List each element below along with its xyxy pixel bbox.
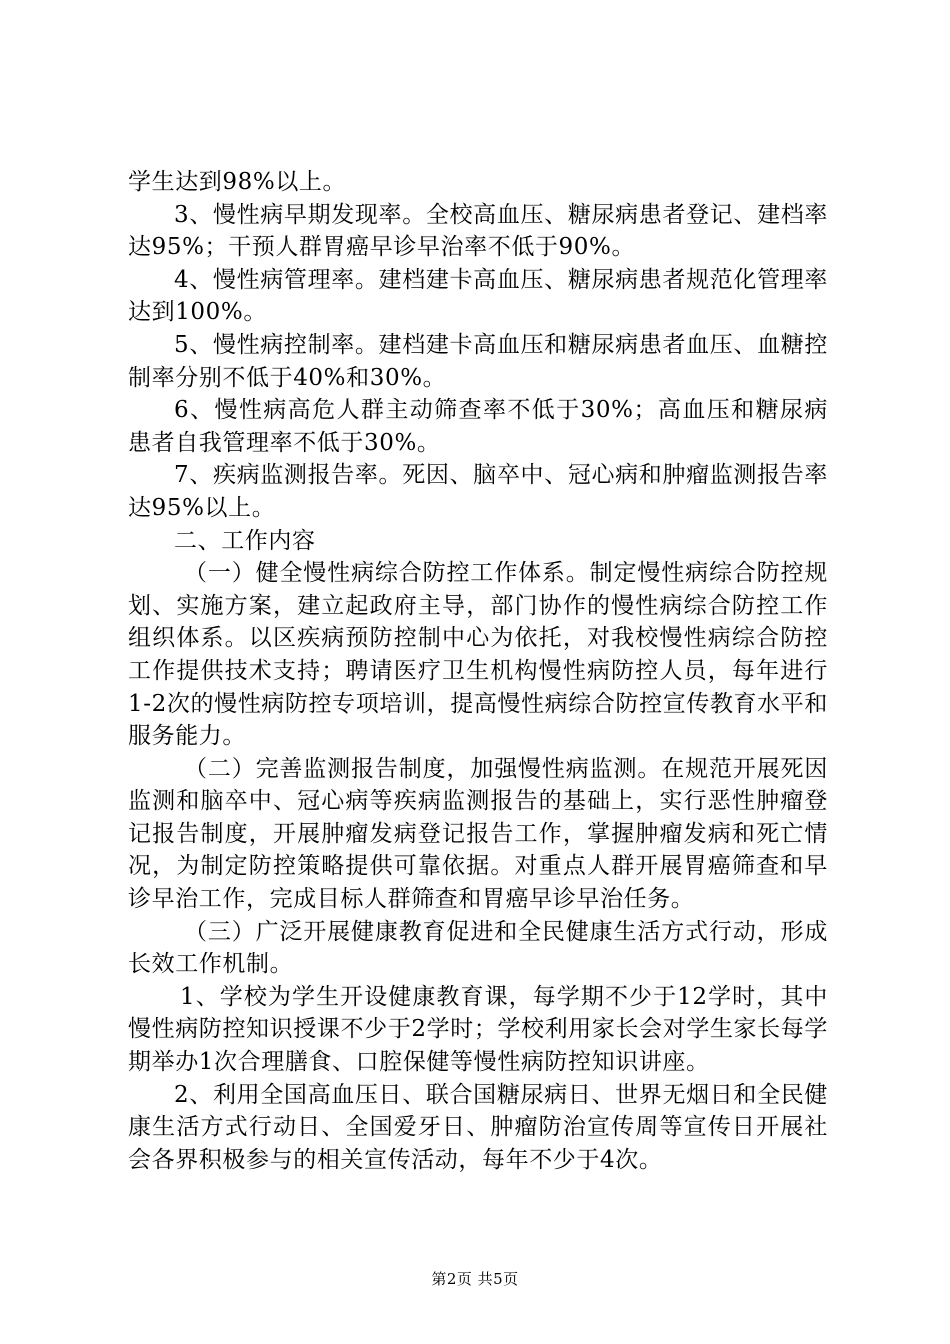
page-footer: 第2页 共5页: [431, 1270, 519, 1288]
paragraph-section-3: （三）广泛开展健康教育促进和全民健康生活方式行动，形成长效工作机制。: [128, 918, 828, 978]
paragraph-item-4: 4、慢性病管理率。建档建卡高血压、糖尿病患者规范化管理率达到100%。: [128, 266, 828, 326]
paragraph-item-7: 7、疾病监测报告率。死因、脑卒中、冠心病和肿瘤监测报告率达95%以上。: [128, 462, 828, 521]
document-body: [128, 166, 828, 1176]
paragraph-item-5: 5、慢性病控制率。建档建卡高血压和糖尿病患者血压、血糖控制率分别不低于40%和30%。: [128, 331, 828, 391]
paragraph-section-2: （二）完善监测报告制度，加强慢性病监测。在规范开展死因监测和脑卒中、冠心病等疾病监测报告的基础上，实行恶性肿瘤登记报告制度，开展肿瘤发病登记报告工作，掌握肿瘤发病和死亡情况，为制定防控策略提供可靠依据。对重点人群开展胃癌筛查和早诊早治工作，完成目标人群筛查和胃癌早诊早治任务。: [128, 755, 828, 913]
paragraph-subitem-1: 1、学校为学生开设健康教育课，每学期不少于12学时，其中慢性病防控知识授课不少于2学时；学校利用家长会对学生家长每学期举办1次合理膳食、口腔保健等慢性病防控知识讲座。: [128, 983, 828, 1076]
paragraph-item-6: 6、慢性病高危人群主动筛查率不低于30%；高血压和糖尿病患者自我管理率不低于30%。: [128, 397, 828, 456]
paragraph-subitem-2: 2、利用全国高血压日、联合国糖尿病日、世界无烟日和全民健康生活方式行动日、全国爱牙日、肿瘤防治宣传周等宣传日开展社会各界积极参与的相关宣传活动，每年不少于4次。: [128, 1081, 828, 1173]
paragraph-section-1: （一）健全慢性病综合防控工作体系。制定慢性病综合防控规划、实施方案，建立起政府主导，部门协作的慢性病综合防控工作组织体系。以区疾病预防控制中心为依托，对我校慢性病综合防控工作提供技术支持；聘请医疗卫生机构慢性病防控人员，每年进行1-2次的慢性病防控专项培训，提高慢性病综合防控宣传教育水平和服务能力。: [128, 560, 828, 750]
paragraph-item-3: 3、慢性病早期发现率。全校高血压、糖尿病患者登记、建档率达95%；干预人群胃癌早诊早治率不低于90%。: [128, 201, 828, 261]
paragraph-continuation: 学生达到98%以上。: [128, 169, 347, 195]
section-heading-work-content: 二、工作内容: [174, 527, 316, 554]
